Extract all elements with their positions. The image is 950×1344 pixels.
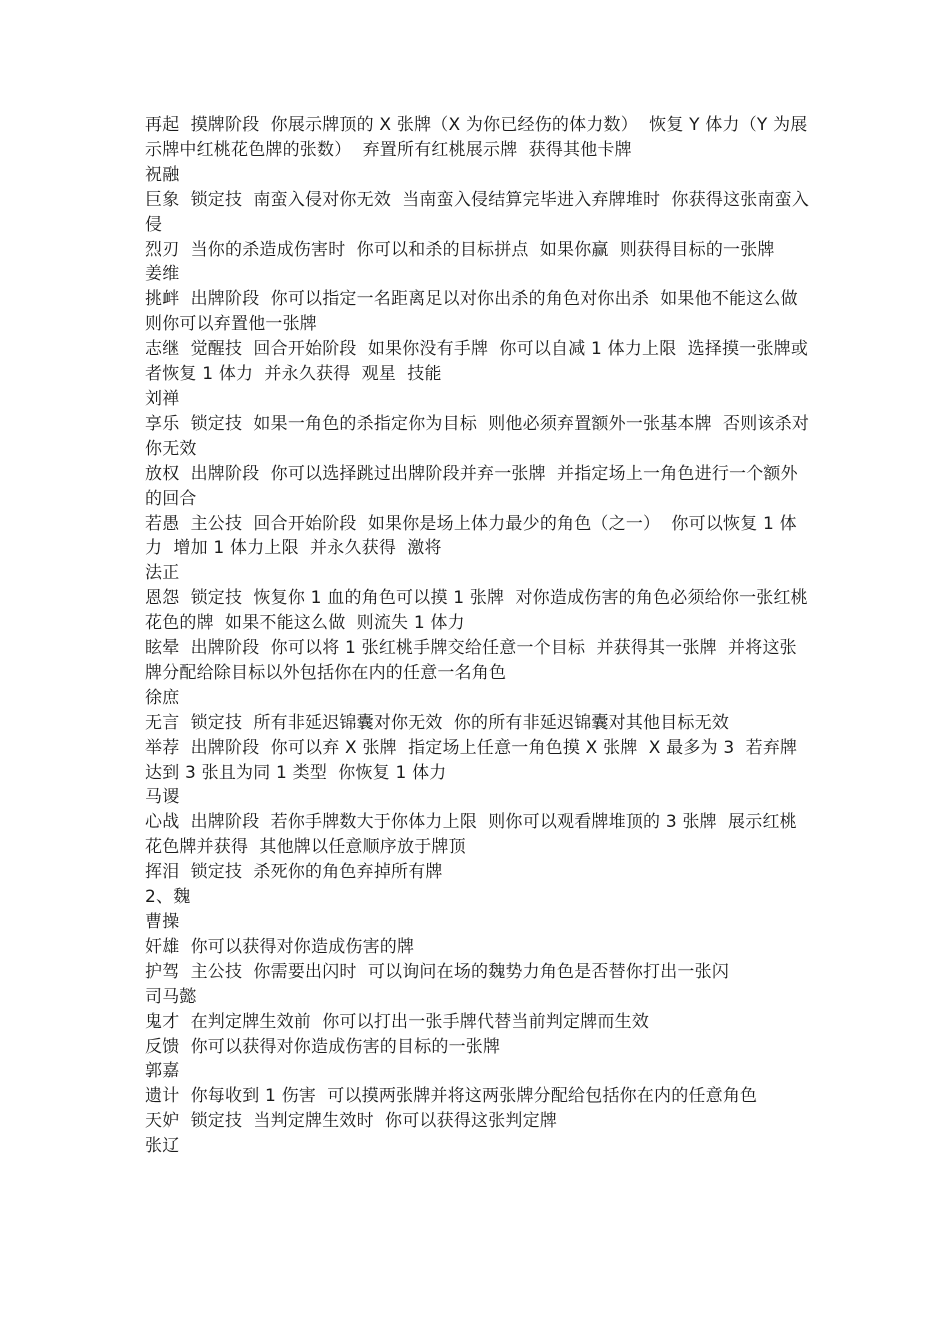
text-line: 护驾 主公技 你需要出闪时 可以询问在场的魏势力角色是否替你打出一张闪: [145, 961, 730, 982]
text-line: 挑衅 出牌阶段 你可以指定一名距离足以对你出杀的角色对你出杀 如果他不能这么做 则你可以弃置他一张牌: [145, 289, 810, 335]
text-line: 司马懿: [145, 986, 197, 1007]
text-line: 2、魏: [145, 887, 191, 908]
text-line: 挥泪 锁定技 杀死你的角色弃掉所有牌: [145, 862, 443, 883]
text-line: 眩晕 出牌阶段 你可以将 1 张红桃手牌交给任意一个目标 并获得其一张牌 并将这张牌分配给除目标以外包括你在内的任意一名角色: [145, 638, 797, 683]
text-line: 法正: [145, 563, 180, 584]
text-line: 曹操: [145, 912, 180, 932]
text-line: 再起 摸牌阶段 你展示牌顶的 X 张牌（X 为你已经伤的体力数） 恢复 Y 体力（Y 为展示牌中红桃花色牌的张数） 弃置所有红桃展示牌 获得其他卡牌: [145, 115, 808, 160]
text-line: 姜维: [145, 264, 180, 285]
text-line: 心战 出牌阶段 若你手牌数大于你体力上限 则你可以观看牌堆顶的 3 张牌 展示红桃花色牌并获得 其他牌以任意顺序放于牌顶: [145, 812, 797, 858]
text-line: 烈刃 当你的杀造成伤害时 你可以和杀的目标拼点 如果你赢 则获得目标的一张牌: [145, 239, 775, 260]
text-line: 若愚 主公技 回合开始阶段 如果你是场上体力最少的角色（之一） 你可以恢复 1 体力 增加 1 体力上限 并永久获得 激将: [145, 513, 797, 559]
text-line: 享乐 锁定技 如果一角色的杀指定你为目标 则他必须弃置额外一张基本牌 否则该杀对你无效: [145, 413, 810, 459]
text-line: 郭嘉: [145, 1061, 180, 1082]
text-line: 举荐 出牌阶段 你可以弃 X 张牌 指定场上任意一角色摸 X 张牌 X 最多为 3 若弃牌达到 3 张且为同 1 类型 你恢复 1 体力: [145, 737, 798, 783]
text-line: 遗计 你每收到 1 伤害 可以摸两张牌并将这两张牌分配给包括你在内的任意角色: [145, 1086, 758, 1107]
text-line: 鬼才 在判定牌生效前 你可以打出一张手牌代替当前判定牌而生效: [145, 1011, 650, 1032]
text-line: 巨象 锁定技 南蛮入侵对你无效 当南蛮入侵结算完毕进入弃牌堆时 你获得这张南蛮入侵: [145, 189, 810, 235]
text-line: 徐庶: [145, 687, 180, 708]
text-line: 反馈 你可以获得对你造成伤害的目标的一张牌: [145, 1036, 501, 1057]
document-page: [145, 113, 810, 1159]
text-line: 刘禅: [145, 388, 180, 409]
text-line: 祝融: [145, 164, 180, 185]
text-line: 马谡: [145, 787, 180, 808]
text-line: 志继 觉醒技 回合开始阶段 如果你没有手牌 你可以自减 1 体力上限 选择摸一张牌或者恢复 1 体力 并永久获得 观星 技能: [145, 339, 809, 385]
text-line: 天妒 锁定技 当判定牌生效时 你可以获得这张判定牌: [145, 1111, 558, 1132]
text-line: 恩怨 锁定技 恢复你 1 血的角色可以摸 1 张牌 对你造成伤害的角色必须给你一张红桃花色的牌 如果不能这么做 则流失 1 体力: [145, 588, 808, 634]
text-line: 奸雄 你可以获得对你造成伤害的牌: [145, 936, 415, 957]
text-line: 放权 出牌阶段 你可以选择跳过出牌阶段并弃一张牌 并指定场上一角色进行一个额外的回合: [145, 463, 798, 509]
text-line: 无言 锁定技 所有非延迟锦囊对你无效 你的所有非延迟锦囊对其他目标无效: [145, 712, 730, 733]
text-line: 张辽: [145, 1136, 180, 1157]
